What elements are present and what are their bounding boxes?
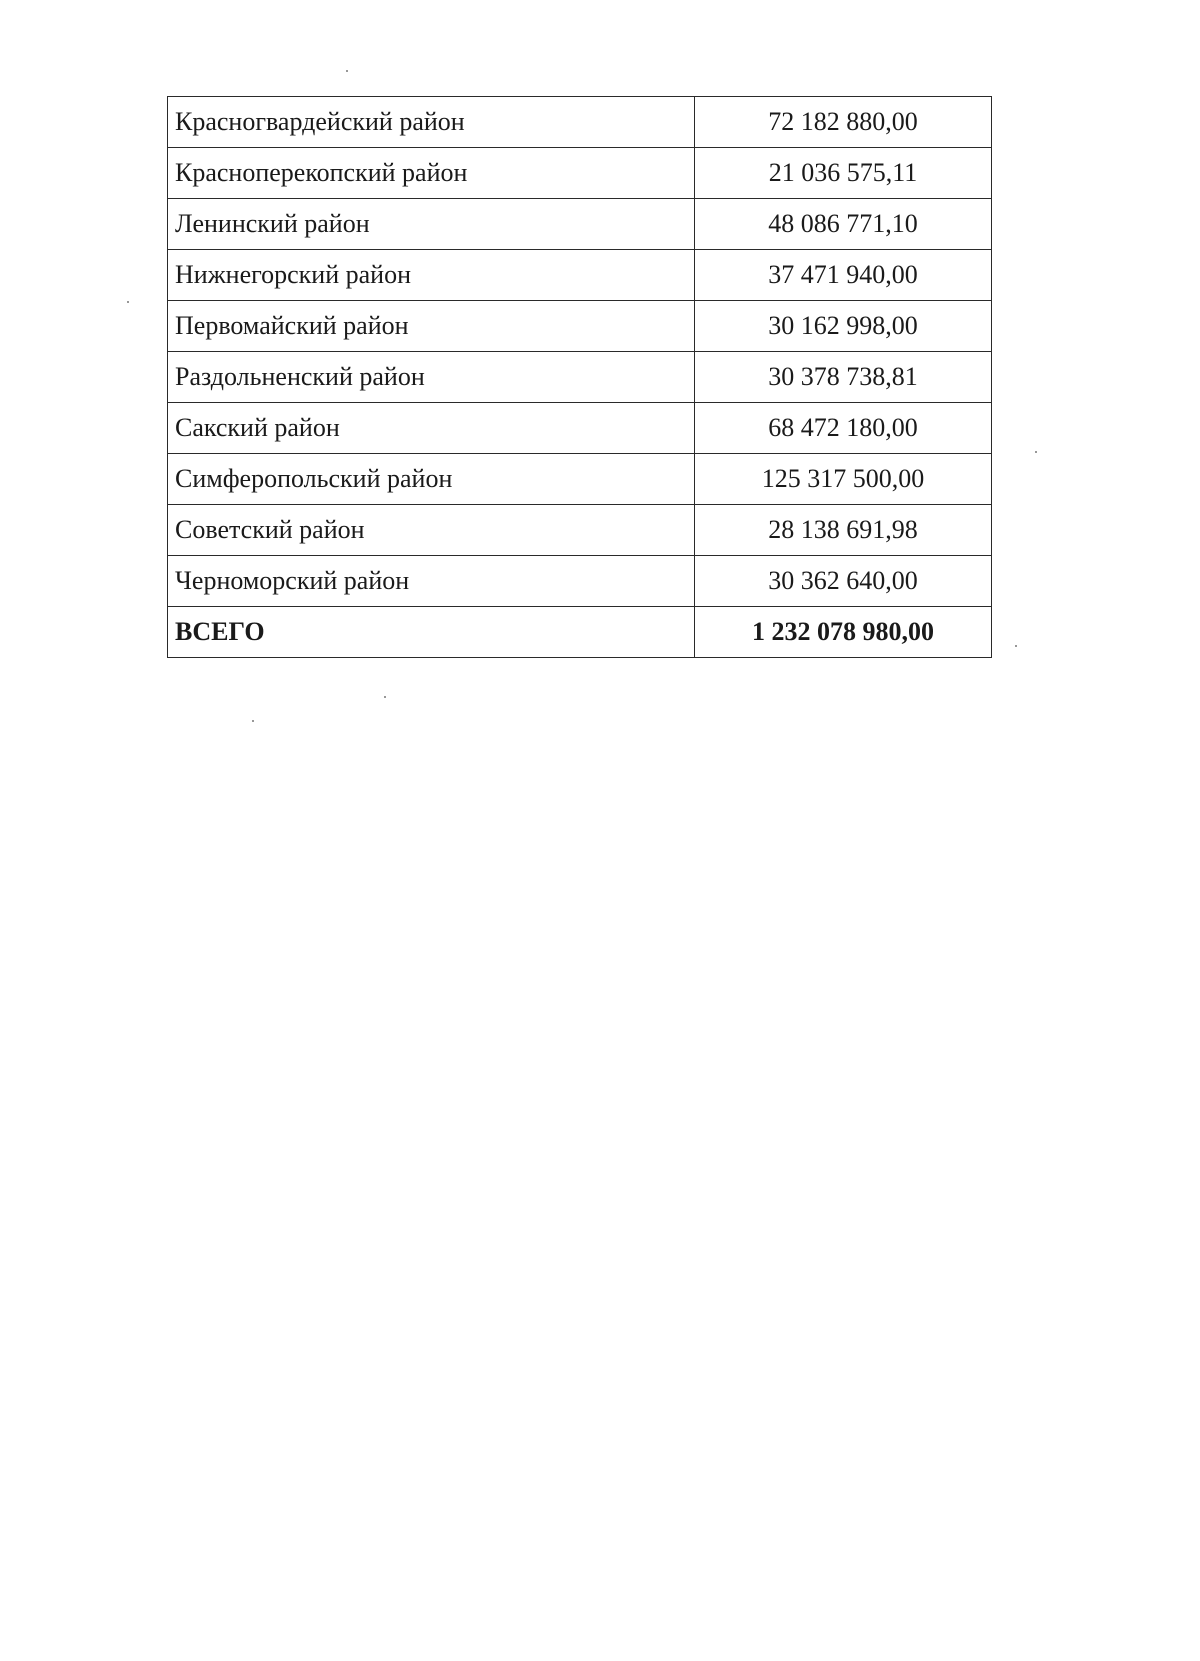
total-row [168, 607, 992, 658]
district-name: Нижнегорский район [168, 250, 695, 301]
scan-speck [1015, 645, 1017, 647]
table-row [168, 403, 992, 454]
district-name: Ленинский район [168, 199, 695, 250]
table-row [168, 352, 992, 403]
total-amount: 1 232 078 980,00 [695, 607, 992, 658]
scan-speck [346, 70, 348, 72]
table-row [168, 97, 992, 148]
district-amount: 21 036 575,11 [695, 148, 992, 199]
district-amount: 37 471 940,00 [695, 250, 992, 301]
district-amounts-table [167, 96, 992, 658]
district-name: Красноперекопский район [168, 148, 695, 199]
district-name: Раздольненский район [168, 352, 695, 403]
total-label: ВСЕГО [168, 607, 695, 658]
district-name: Советский район [168, 505, 695, 556]
table-row [168, 505, 992, 556]
district-amount: 30 162 998,00 [695, 301, 992, 352]
table-row [168, 556, 992, 607]
district-amount: 125 317 500,00 [695, 454, 992, 505]
district-amount: 68 472 180,00 [695, 403, 992, 454]
table-row [168, 148, 992, 199]
scan-speck [384, 696, 386, 698]
table-row [168, 301, 992, 352]
table-row [168, 199, 992, 250]
scan-speck [1035, 451, 1037, 453]
district-name: Симферопольский район [168, 454, 695, 505]
district-amount: 28 138 691,98 [695, 505, 992, 556]
district-name: Черноморский район [168, 556, 695, 607]
district-amount: 30 362 640,00 [695, 556, 992, 607]
district-name: Красногвардейский район [168, 97, 695, 148]
table-row [168, 250, 992, 301]
district-name: Первомайский район [168, 301, 695, 352]
district-name: Сакский район [168, 403, 695, 454]
district-amount: 48 086 771,10 [695, 199, 992, 250]
scan-speck [127, 301, 129, 303]
district-amount: 72 182 880,00 [695, 97, 992, 148]
scan-speck [252, 720, 254, 722]
table-row [168, 454, 992, 505]
district-amount: 30 378 738,81 [695, 352, 992, 403]
